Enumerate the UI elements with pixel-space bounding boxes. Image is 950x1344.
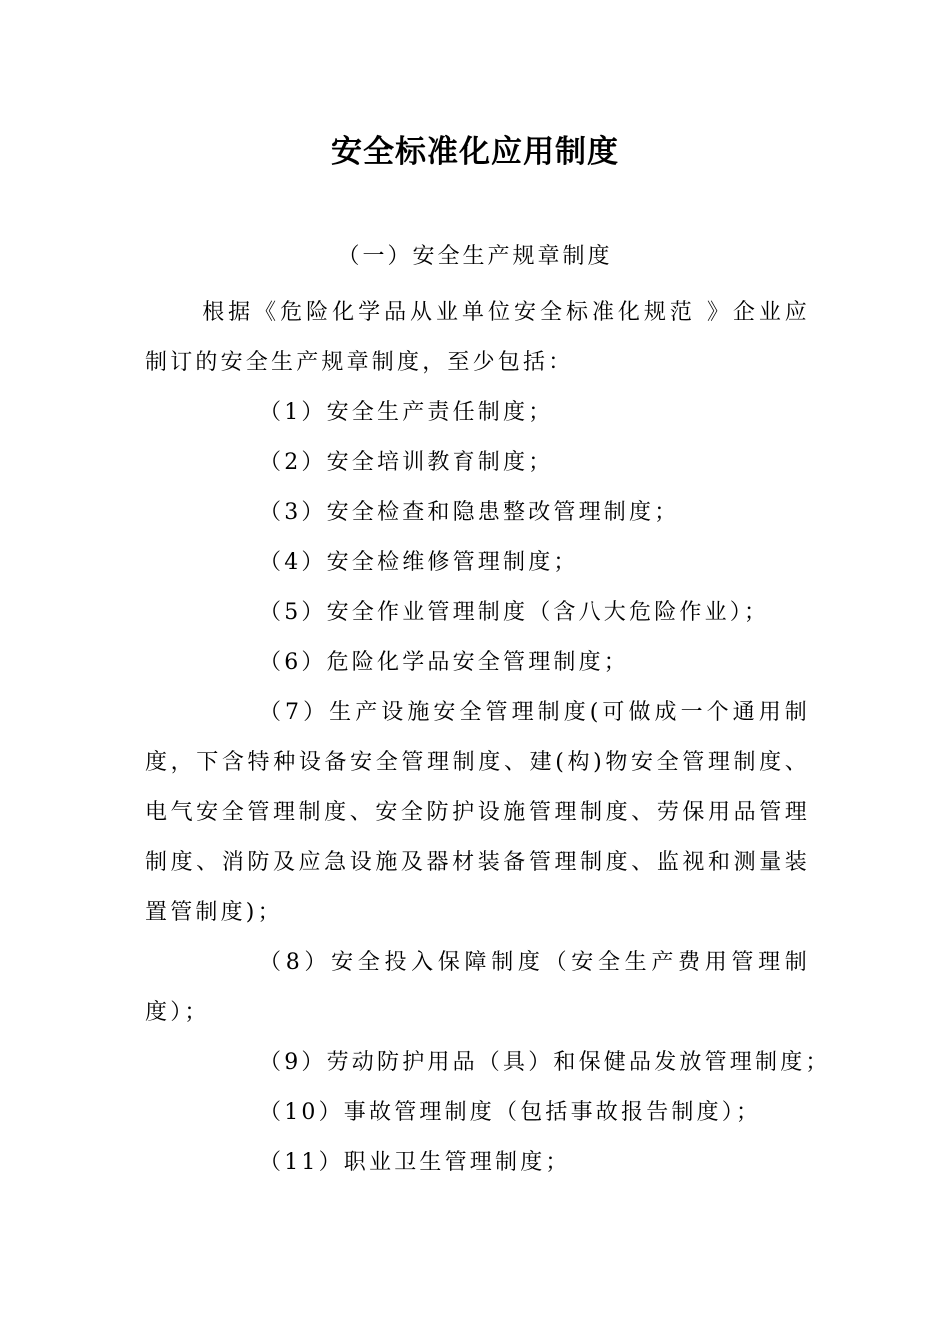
list-item-5: （5）安全作业管理制度（含八大危险作业）； [259,600,770,625]
intro-paragraph: 根据《危险化学品从业单位安全标准化规范 》企业应制订的安全生产规章制度，至少包括： [145,300,810,375]
list-item-4: （4）安全检维修管理制度； [259,550,579,575]
list-item-8: （8）安全投入保障制度（安全生产费用管理制度）； [145,950,810,1025]
list-item-9: （9）劳动防护用品（具）和保健品发放管理制度； [259,1050,831,1075]
list-item-7: （7）生产设施安全管理制度(可做成一个通用制度，下含特种设备安全管理制度、建(构)物安全管理制度、电气安全管理制度、安全防护设施管理制度、劳保用品管理制度、消防及应急设施及器材装备管理制度、监视和测量装置管制度)； [145,700,810,925]
list-item-3: （3）安全检查和隐患整改管理制度； [259,500,680,525]
list-item-6: （6）危险化学品安全管理制度； [259,650,629,675]
list-item-11: （11）职业卫生管理制度； [259,1150,571,1175]
list-item-10: （10）事故管理制度（包括事故报告制度）； [259,1100,762,1125]
document-title: 安全标准化应用制度 [331,134,619,170]
document-body [145,288,831,1188]
list-item-2: （2）安全培训教育制度； [259,450,554,475]
section-heading: （一）安全生产规章制度 [337,244,613,269]
list-item-1: （1）安全生产责任制度； [259,400,554,425]
